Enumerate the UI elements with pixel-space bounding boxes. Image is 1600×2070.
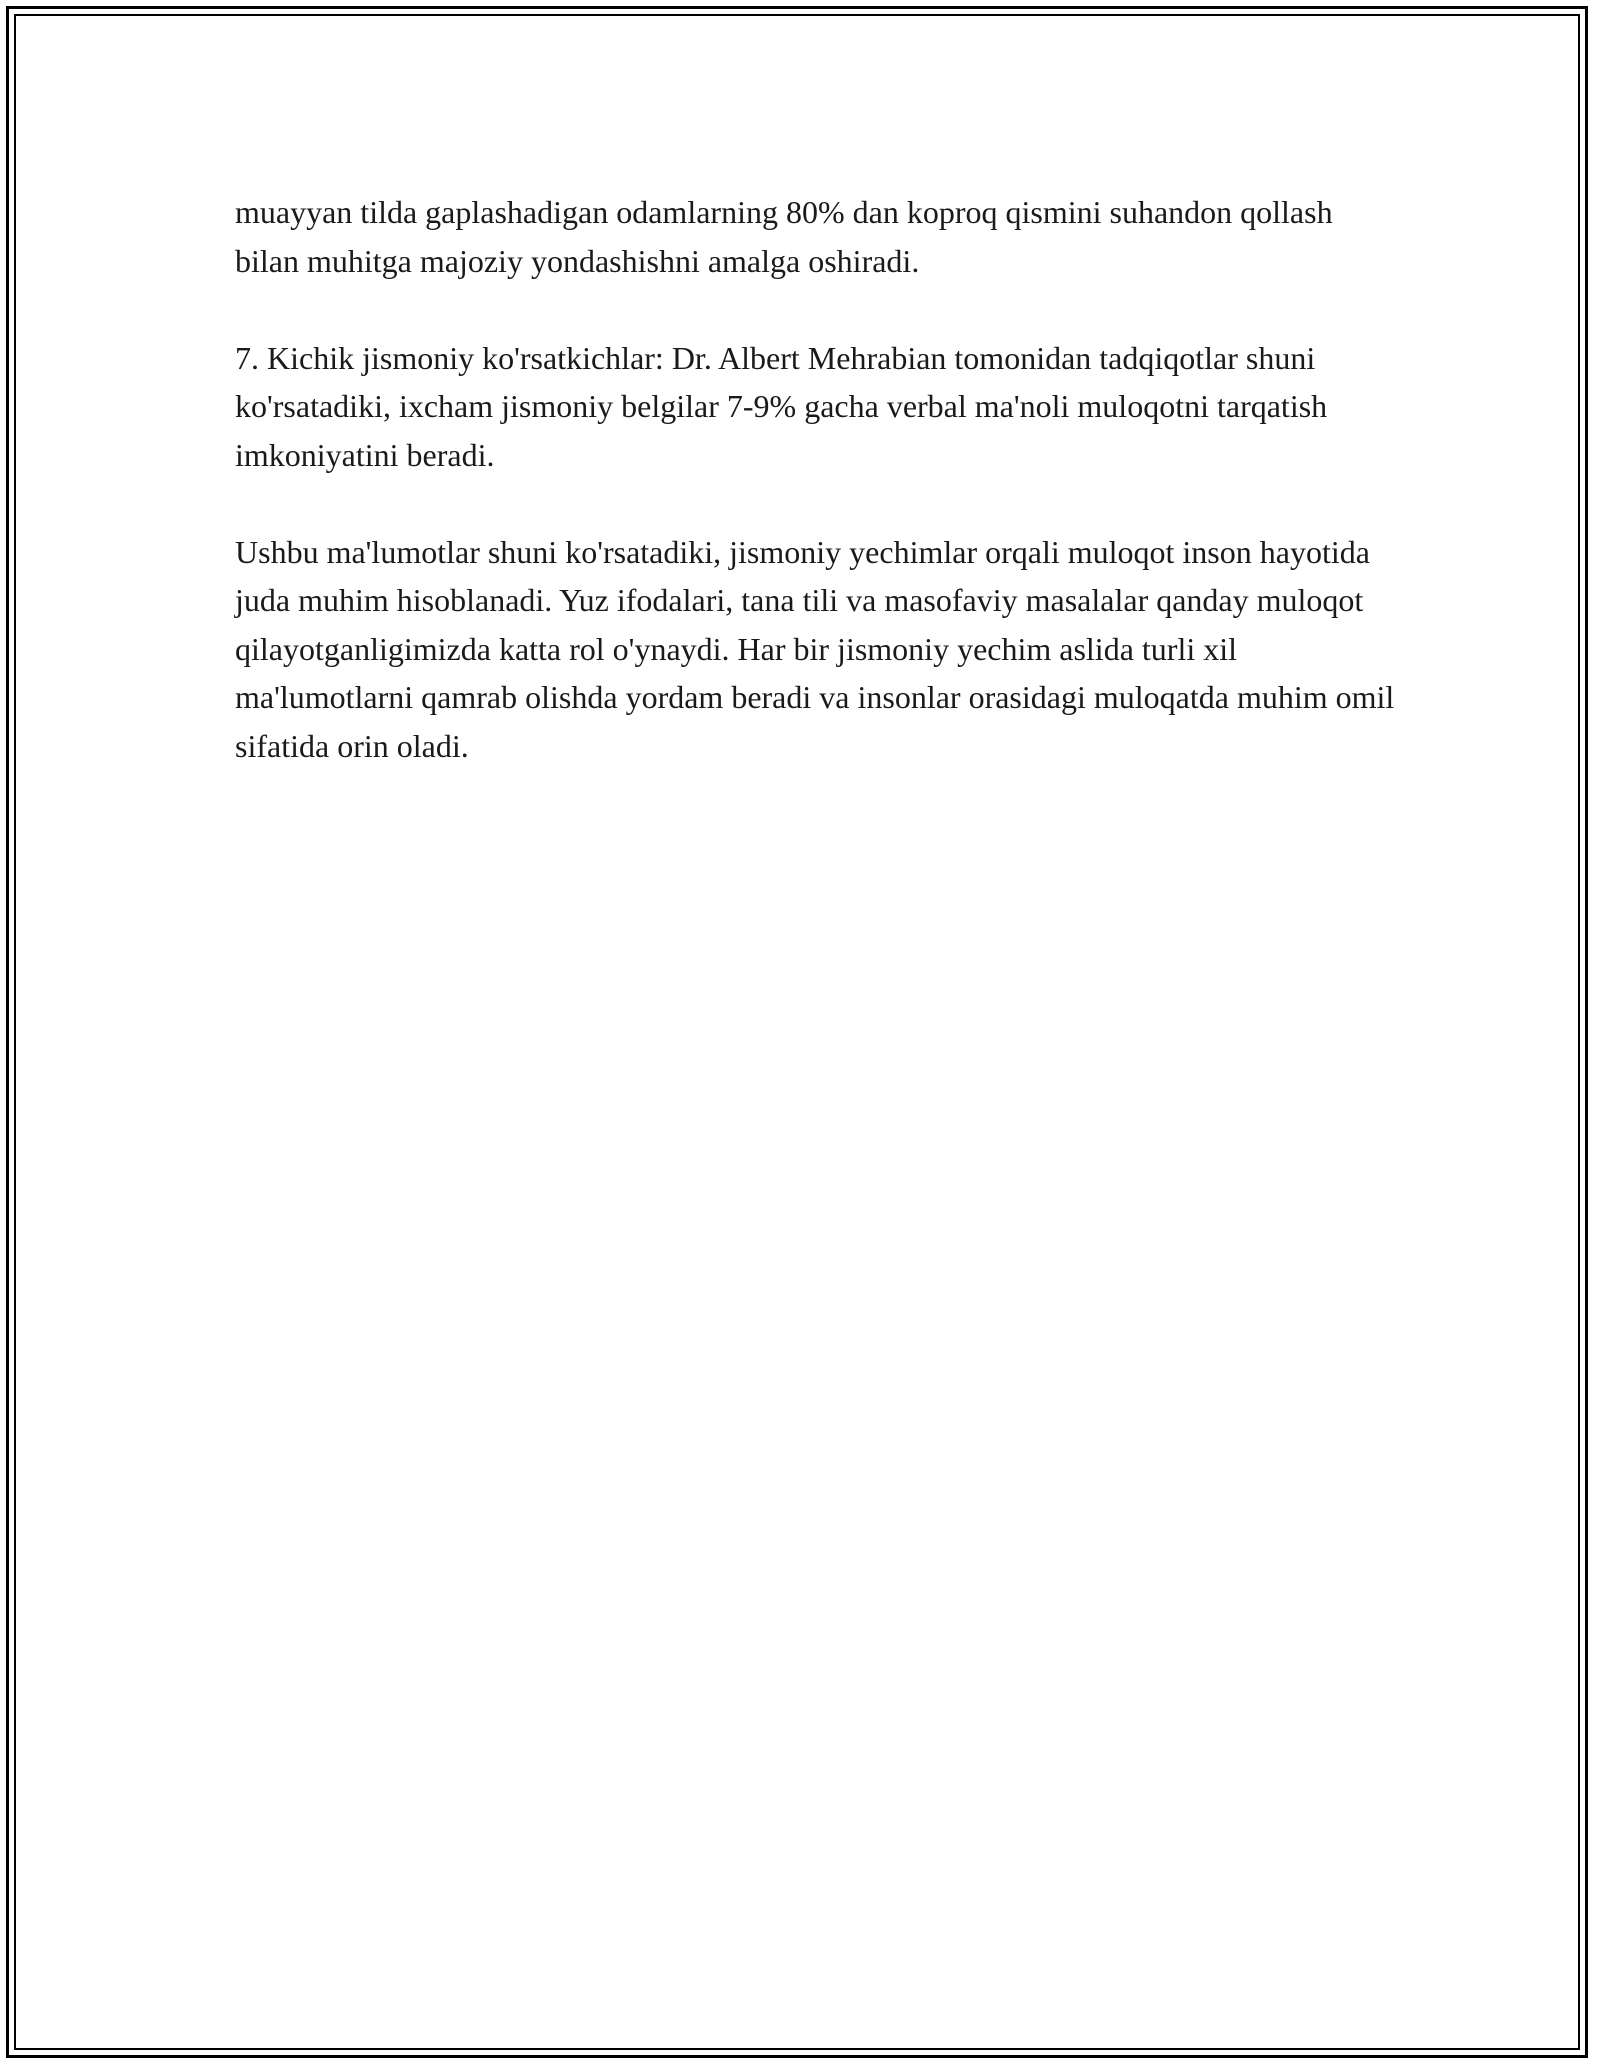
paragraph-continuation: muayyan tilda gaplashadigan odamlarning 80% dan koproq qismini suhandon qollash bilan muhitga majoziy yondashishni amalga oshiradi. <box>235 194 1333 279</box>
document-body <box>235 188 1395 770</box>
paragraph-conclusion: Ushbu ma'lumotlar shuni ko'rsatadiki, jismoniy yechimlar orqali muloqot inson hayotida juda muhim hisoblanadi. Yuz ifodalari, tana tili va masofaviy masalalar qanday muloqot qilayotganligimizda katta rol o'ynaydi. Har bir jismoniy yechim aslida turli xil ma'lumotlarni qamrab olishda yordam beradi va insonlar orasidagi muloqatda muhim omil sifatida orin oladi. <box>235 533 1395 764</box>
paragraph-list-item-7: 7. Kichik jismoniy ko'rsatkichlar: Dr. Albert Mehrabian tomonidan tadqiqotlar shuni ko'rsatadiki, ixcham jismoniy belgilar 7-9% gacha verbal ma'noli muloqotni tarqatish imkoniyatini beradi. <box>235 339 1328 473</box>
